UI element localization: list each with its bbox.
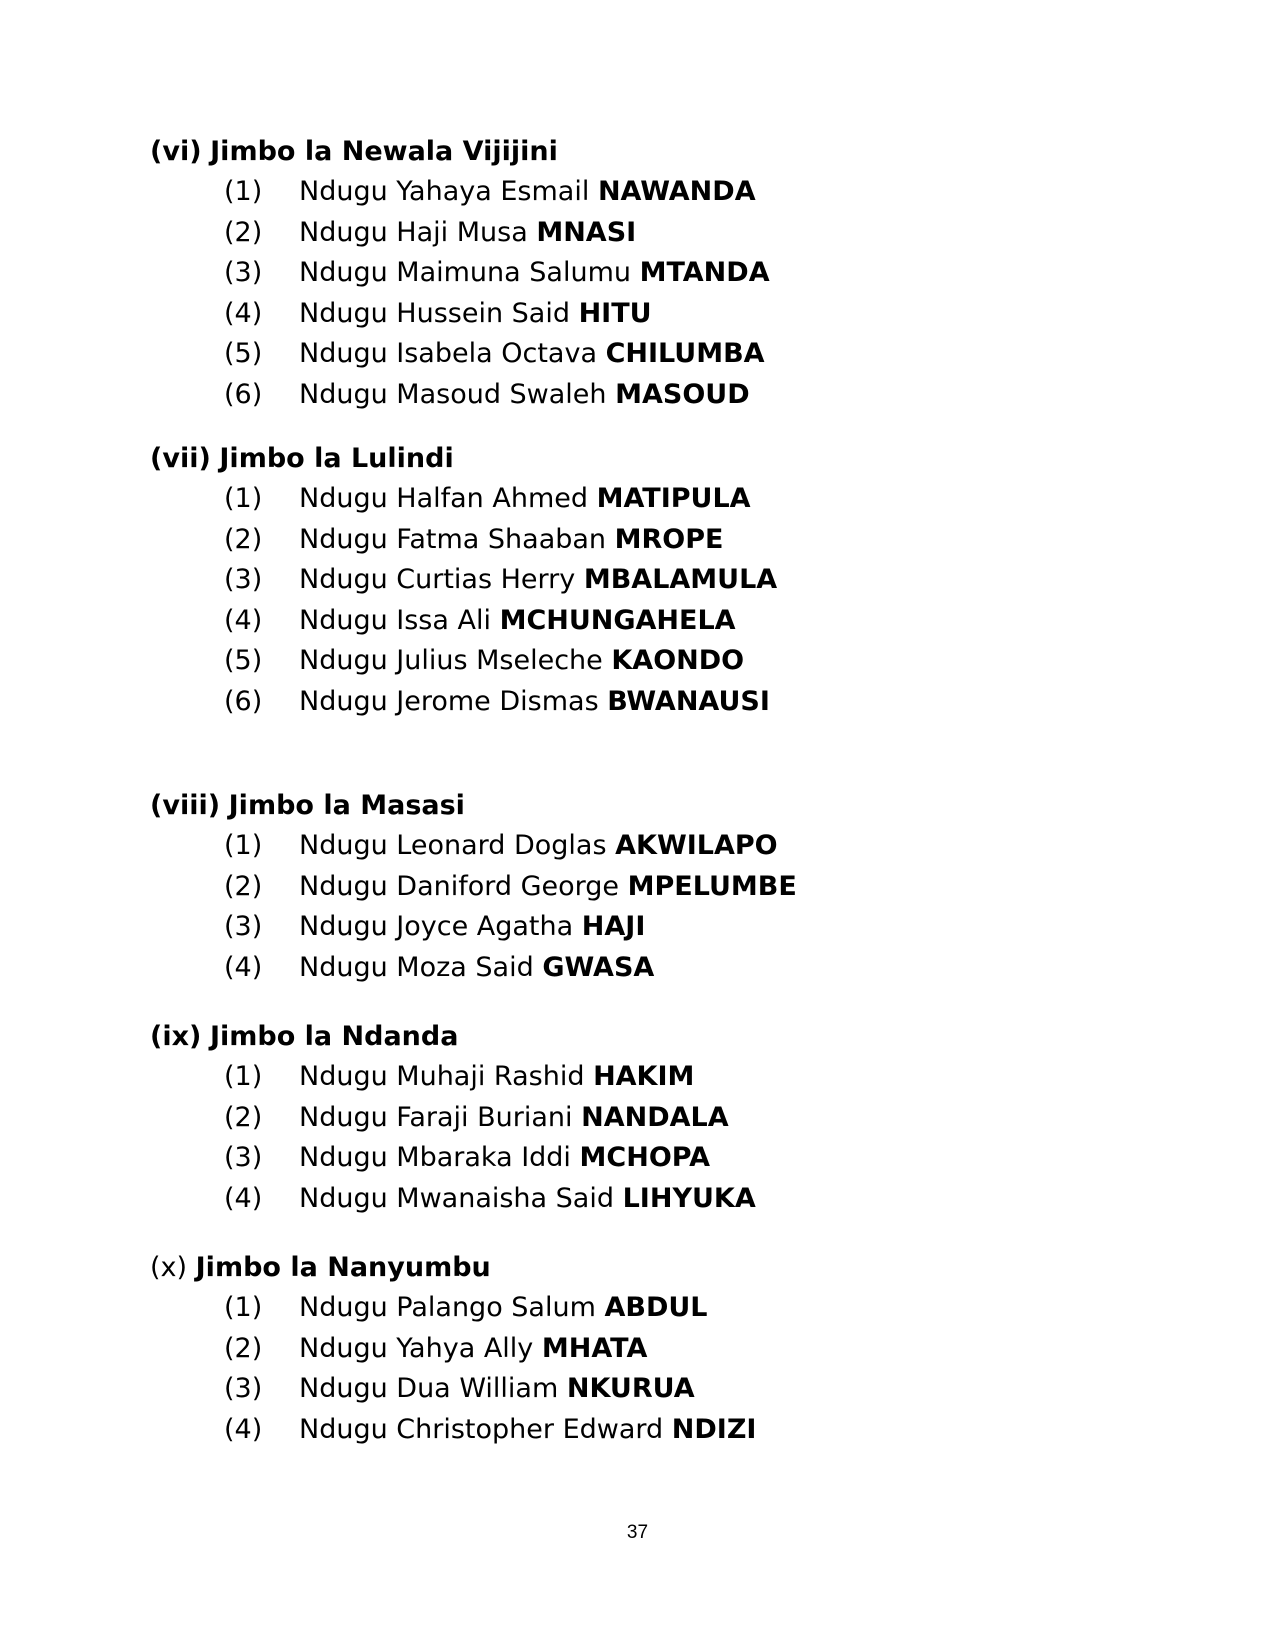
section-newala-vijijini [150,132,1150,415]
person-surname: MPELUMBE [627,870,797,902]
item-number: (3) [224,1373,263,1404]
item-number: (1) [224,1061,263,1092]
person-name [299,682,770,723]
section-numeral: (x) [150,1252,188,1283]
person-name [299,375,750,416]
person-surname: HAJI [581,911,646,942]
person-name [299,1369,695,1410]
item-number: (2) [224,870,263,902]
person-surname: KAONDO [611,645,745,676]
item-number: (3) [224,257,263,288]
person-given-names: Ndugu Halfan Ahmed [299,483,589,514]
person-name [299,294,652,335]
person-given-names: Ndugu Mwanaisha Said [299,1182,614,1214]
person-given-names: Ndugu Dua William [299,1373,559,1404]
section-title: Jimbo la Newala Vijijini [210,136,558,167]
person-name [299,867,797,908]
list-item [150,1329,1150,1370]
list-item [150,520,1150,561]
person-given-names: Ndugu Curtias Herry [299,564,576,595]
person-surname: CHILUMBA [605,338,765,369]
item-number: (3) [224,1142,263,1173]
list-item [150,867,1150,908]
person-name [299,1288,708,1329]
item-number: (4) [224,604,263,636]
person-name [299,253,770,294]
section-title: Jimbo la Masasi [228,790,465,821]
item-number: (3) [224,911,263,942]
section-numeral: (viii) [150,790,221,821]
list-item [150,334,1150,375]
list-item [150,1138,1150,1179]
list-item [150,1410,1150,1451]
person-given-names: Ndugu Joyce Agatha [299,911,574,942]
list-item [150,479,1150,520]
person-name [299,520,723,561]
person-given-names: Ndugu Masoud Swaleh [299,378,607,410]
list-item [150,1288,1150,1329]
item-number: (1) [224,1292,263,1323]
item-number: (4) [224,1182,263,1214]
person-surname: NDIZI [671,1413,757,1445]
section-numeral: (vii) [150,443,211,474]
person-surname: HITU [578,297,652,329]
person-name [299,560,777,601]
item-number: (4) [224,951,263,983]
person-name [299,1410,756,1451]
list-item [150,1369,1150,1410]
list-item [150,294,1150,335]
item-number: (3) [224,564,263,595]
section-ndanda [150,1017,1150,1219]
section-masasi [150,786,1150,988]
person-name [299,1098,729,1139]
person-given-names: Ndugu Yahaya Esmail [299,176,590,207]
person-given-names: Ndugu Leonard Doglas [299,830,607,861]
person-name [299,601,736,642]
person-surname: NKURUA [566,1373,695,1404]
item-number: (1) [224,830,263,861]
person-given-names: Ndugu Christopher Edward [299,1413,664,1445]
item-number: (2) [224,1101,263,1133]
list-item [150,601,1150,642]
list-item [150,948,1150,989]
person-name [299,1329,647,1370]
person-name [299,479,751,520]
item-number: (6) [224,378,263,410]
section-heading [150,1248,1150,1288]
person-given-names: Ndugu Issa Ali [299,604,491,636]
item-number: (6) [224,685,263,717]
person-given-names: Ndugu Julius Mseleche [299,645,603,676]
person-name [299,1057,694,1098]
item-number: (5) [224,645,263,676]
person-surname: MCHUNGAHELA [499,604,736,636]
person-name [299,948,654,989]
person-name [299,1179,756,1220]
item-number: (1) [224,176,263,207]
person-given-names: Ndugu Muhaji Rashid [299,1061,585,1092]
list-item [150,826,1150,867]
person-surname: MCHOPA [579,1142,710,1173]
person-name [299,334,765,375]
person-given-names: Ndugu Moza Said [299,951,534,983]
person-given-names: Ndugu Isabela Octava [299,338,597,369]
person-surname: MHATA [541,1332,648,1364]
section-heading [150,1017,1150,1057]
section-title: Jimbo la Nanyumbu [195,1252,491,1283]
section-lulindi [150,439,1150,722]
section-numeral: (ix) [150,1021,202,1052]
section-heading [150,786,1150,826]
person-given-names: Ndugu Faraji Buriani [299,1101,573,1133]
person-surname: MATIPULA [596,483,751,514]
person-surname: LIHYUKA [622,1182,756,1214]
person-surname: MASOUD [615,378,750,410]
person-given-names: Ndugu Yahya Ally [299,1332,534,1364]
item-number: (4) [224,297,263,329]
person-given-names: Ndugu Haji Musa [299,216,528,248]
person-surname: MBALAMULA [583,564,778,595]
page-number: 37 [626,1522,649,1543]
item-number: (2) [224,216,263,248]
person-given-names: Ndugu Fatma Shaaban [299,523,607,555]
item-number: (2) [224,523,263,555]
person-given-names: Ndugu Hussein Said [299,297,570,329]
person-given-names: Ndugu Palango Salum [299,1292,596,1323]
section-heading [150,439,1150,479]
item-number: (2) [224,1332,263,1364]
person-name [299,907,645,948]
person-name [299,641,744,682]
list-item [150,560,1150,601]
list-item [150,253,1150,294]
person-surname: HAKIM [593,1061,695,1092]
list-item [150,641,1150,682]
item-number: (4) [224,1413,263,1445]
person-surname: NANDALA [581,1101,729,1133]
person-surname: MTANDA [639,257,770,288]
person-given-names: Ndugu Mbaraka Iddi [299,1142,571,1173]
person-name [299,213,636,254]
person-name [299,826,778,867]
item-number: (1) [224,483,263,514]
section-heading [150,132,1150,172]
person-given-names: Ndugu Maimuna Salumu [299,257,631,288]
person-surname: GWASA [542,951,655,983]
list-item [150,375,1150,416]
list-item [150,213,1150,254]
person-surname: MROPE [614,523,724,555]
person-given-names: Ndugu Daniford George [299,870,620,902]
section-numeral: (vi) [150,136,202,167]
person-name [299,172,756,213]
person-given-names: Ndugu Jerome Dismas [299,685,599,717]
person-name [299,1138,710,1179]
section-nanyumbu [150,1248,1150,1450]
person-surname: BWANAUSI [607,685,770,717]
person-surname: NAWANDA [597,176,756,207]
person-surname: ABDUL [604,1292,708,1323]
list-item [150,1098,1150,1139]
item-number: (5) [224,338,263,369]
list-item [150,1179,1150,1220]
list-item [150,907,1150,948]
person-surname: AKWILAPO [615,830,778,861]
section-title: Jimbo la Ndanda [209,1021,459,1052]
list-item [150,172,1150,213]
person-surname: MNASI [536,216,637,248]
section-title: Jimbo la Lulindi [219,443,454,474]
list-item [150,1057,1150,1098]
list-item [150,682,1150,723]
